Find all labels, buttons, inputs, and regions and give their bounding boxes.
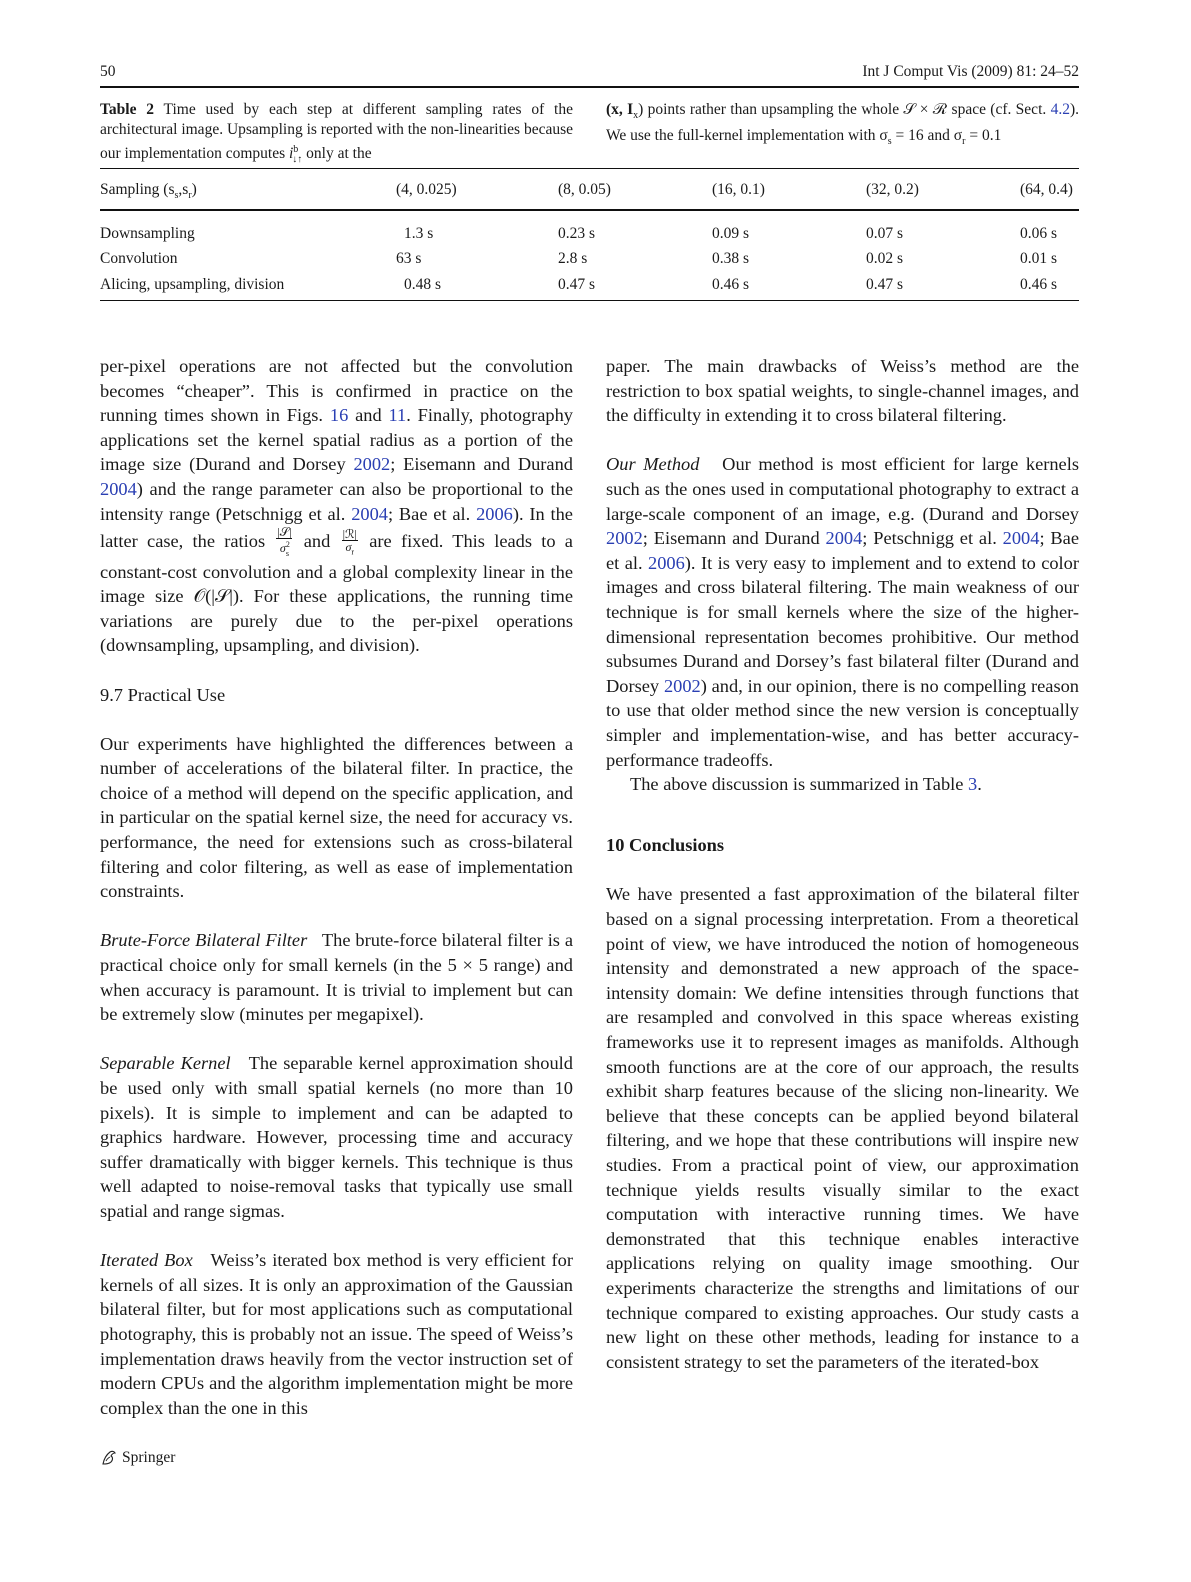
figure-link[interactable]: 11 xyxy=(388,405,407,426)
paragraph: Iterated Box Weiss’s iterated box method is very efficient for kernels of all sizes. It is only an approximation of the Gaussian bilateral filter, but for most applications such as computational photography, this is probably not an issue. The speed of Weiss’s implementation draws heavily from the vector instruction set of modern CPUs and the algorithm implementation might be more complex than the one in this xyxy=(100,1250,574,1418)
publisher-footer xyxy=(100,1448,175,1468)
citation-link[interactable]: 2004 xyxy=(100,478,137,499)
caption-section-link[interactable]: 4.2 xyxy=(1050,101,1070,118)
table-cell: 0.46 s xyxy=(1020,276,1058,293)
citation-link[interactable]: 2004 xyxy=(1002,528,1040,549)
table-caption-right: (x, $I_x$) points rather than upsampling the whole 𝒮 × ℛ space (cf. Sect. 4.2). We use the full-kernel implementation with $\sigma_s = 16$ and $\sigma_r = 0.1$ xyxy=(606,101,1079,148)
section-heading: 9.7 Practical Use xyxy=(100,684,226,705)
table-cell: 0.23 s xyxy=(558,225,596,242)
table-cell: 0.09 s xyxy=(712,225,750,242)
table-header-label: Sampling $(s_s,s_r)$ xyxy=(100,181,197,202)
table-column-header: (4, 0.025) xyxy=(396,181,457,198)
paragraph: Brute-Force Bilateral Filter The brute-force bilateral filter is a practical choice only for small kernels (in the 5 × 5 range) and when accuracy is paramount. It is trivial to implement but can be extremely slow (minutes per megapixel). xyxy=(100,930,574,1025)
table-cell: 0.48 s xyxy=(404,276,442,293)
citation-link[interactable]: 2004 xyxy=(825,528,863,549)
section-heading: 10 Conclusions xyxy=(606,835,725,856)
paragraph: The above discussion is summarized in Table 3. xyxy=(630,774,982,795)
paragraph: paper. The main drawbacks of Weiss’s method are the restriction to box spatial weights, to single-channel images, and the difficulty in extending it to cross bilateral filtering. xyxy=(606,356,1079,426)
table-cell: 0.47 s xyxy=(558,276,596,293)
left-column xyxy=(100,354,573,1420)
publisher-name: Springer xyxy=(122,1449,176,1466)
table-top-rule xyxy=(100,168,1079,169)
table-link[interactable]: 3 xyxy=(968,774,978,795)
figure-link[interactable]: 16 xyxy=(329,405,349,426)
run-in-title: Brute-Force Bilateral Filter xyxy=(100,930,308,951)
table-bottom-rule xyxy=(100,300,1079,301)
citation-link[interactable]: 2002 xyxy=(663,675,701,696)
paragraph: We have presented a fast approximation of the bilateral filter based on a signal processing interpretation. From a theoretical point of view, we have introduced the notion of homogeneous intensity and demonstrated a new approach of the space-intensity domain: We define intensities through functions that are resampled and convolved in this space whereas existing frameworks use it to represent images as manifolds. Although smooth functions are at the core of our approach, the results exhibit sharp features because of the slicing non-linearity. We believe that these concepts can be applied beyond bilateral filtering, and we hope that these contributions will inspire new studies. From a practical point of view, our approximation technique yields results visually similar to the exact computation with interactive running times. We have demonstrated that this technique enables interactive applications relying on quality image smoothing. Our experiments characterize the strengths and limitations of our technique compared to existing approaches. Our study casts a new light on these other methods, leading for instance to a consistent strategy to set the parameters of the iterated-box xyxy=(606,884,1079,1372)
table-cell: 1.3 s xyxy=(404,225,434,242)
table-column-header: (8, 0.05) xyxy=(558,181,611,198)
run-in-title: Separable Kernel xyxy=(100,1053,231,1074)
table-column-header: (16, 0.1) xyxy=(712,181,765,198)
table-row-label: Alicing, upsampling, division xyxy=(100,276,285,293)
timing-table xyxy=(100,176,1079,296)
header-rule xyxy=(100,86,1079,88)
citation-link[interactable]: 2002 xyxy=(353,454,391,475)
table-cell: 63 s xyxy=(396,250,422,267)
table-label: Table 2 xyxy=(100,101,155,118)
citation-link[interactable]: 2006 xyxy=(476,503,513,524)
table-column-header: (64, 0.4) xyxy=(1020,181,1073,198)
journal-citation: Int J Comput Vis (2009) 81: 24–52 xyxy=(862,63,1079,80)
table-row-label: Convolution xyxy=(100,250,178,267)
table-row-label: Downsampling xyxy=(100,225,195,242)
page-number: 50 xyxy=(100,63,116,80)
table-cell: 0.46 s xyxy=(712,276,750,293)
citation-link[interactable]: 2006 xyxy=(648,552,685,573)
table-column-header: (32, 0.2) xyxy=(866,181,919,198)
right-column xyxy=(606,354,1079,1374)
table-cell: 0.47 s xyxy=(866,276,904,293)
ratio-fraction: $\frac{\text{|𝒮|}}{\sigma^2_s}$ xyxy=(277,525,292,558)
table-cell: 0.06 s xyxy=(1020,225,1058,242)
paragraph: Our Method Our method is most efficient for large kernels such as the ones used in computational photography to extract a large-scale component of an image, e.g. (Durand and Dorsey 2002; Eisemann and Durand 2004; Petschnigg et al. 2004; Bae et al. 2006). It is very easy to implement and to extend to color images and cross bilateral filtering. The main weakness of our technique is for small kernels where the size of the higher-dimensional representation becomes prohibitive. Our method subsumes Durand and Dorsey’s fast bilateral filter (Durand and Dorsey 2002) and, in our opinion, there is no compelling reason to use that older method since the new version is conceptually simpler and implementation-wise, and has better accuracy-performance tradeoffs. xyxy=(606,454,1079,770)
table-header-rule xyxy=(100,209,1079,211)
caption-text: Time used by each step at different sampling rates of the architectural image. Upsampling is reported with the non-linearities because our implementation computes xyxy=(100,101,574,163)
paragraph: Our experiments have highlighted the differences between a number of accelerations of the bilateral filter. In practice, the choice of a method will depend on the specific application, and in particular on the spatial kernel size, the need for accuracy vs. performance, the need for extensions such as cross-bilateral filtering and color filtering, as well as ease of implementation constraints. xyxy=(100,733,573,902)
citation-link[interactable]: 2004 xyxy=(351,503,388,524)
caption-symbol: $i^b_{↓↑}$ xyxy=(288,144,303,166)
run-in-title: Our Method xyxy=(606,454,700,475)
table-caption-left xyxy=(100,100,573,170)
table-cell: 0.38 s xyxy=(712,250,750,267)
table-cell: 0.02 s xyxy=(866,250,904,267)
springer-horse-icon xyxy=(100,1449,118,1467)
paragraph: Separable Kernel The separable kernel approximation should be used only with small spatial kernels (no more than 10 pixels). It is simple to implement and can be adapted to graphics hardware. However, processing time and accuracy suffer dramatically with bigger kernels. This technique is thus well adapted to noise-removal tasks that typically use small spatial and range sigmas. xyxy=(100,1053,573,1221)
table-cell: 0.07 s xyxy=(866,225,904,242)
paragraph: per-pixel operations are not affected but the convolution becomes “cheaper”. This is confirmed in practice on the running times shown in Figs. 16 and 11. Finally, photography applications set the kernel spatial radius as a portion of the image size (Durand and Dorsey 2002; Eisemann and Durand 2004) and the range parameter can also be proportional to the intensity range (Petschnigg et al. 2004; Bae et al. 2006). In the latter case, the ratios $\frac{\text{|𝒮|}}{\sigma^2_s}$ and $\frac{\text{|ℛ|}}{\sigma_r}$ are fixed. This leads to a constant-cost convolution and a global complexity linear in the image size 𝒪(|𝒮|). For these applications, the running time variations are purely due to the per-pixel operations (downsampling, upsampling, and division). xyxy=(100,356,573,656)
table-cell: 2.8 s xyxy=(558,250,588,267)
table-cell: 0.01 s xyxy=(1020,250,1058,267)
caption-tail: only at the xyxy=(306,145,372,163)
run-in-title: Iterated Box xyxy=(100,1250,193,1271)
ratio-fraction: $\frac{\text{|ℛ|}}{\sigma_r}$ xyxy=(342,526,357,557)
citation-link[interactable]: 2002 xyxy=(606,528,643,549)
